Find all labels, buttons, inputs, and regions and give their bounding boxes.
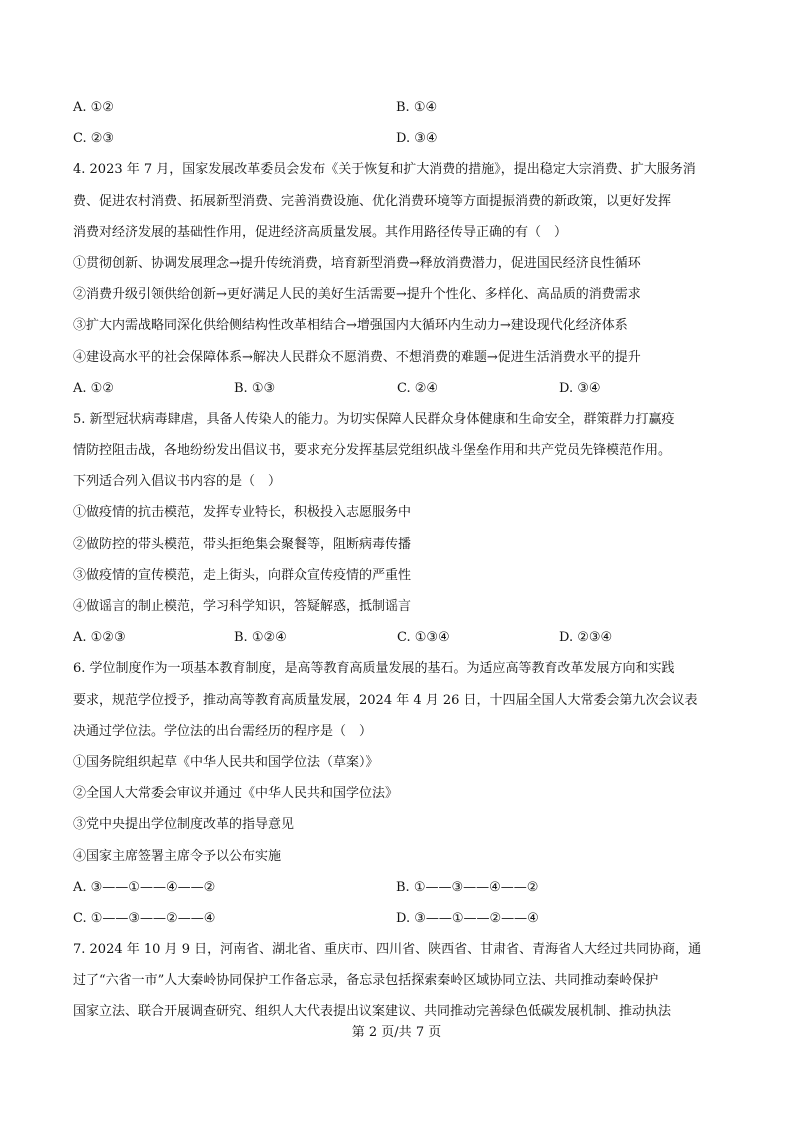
q6-statement-1: ①国务院组织起草《中华人民共和国学位法（草案）》 xyxy=(73,754,379,770)
q4-options xyxy=(73,373,723,404)
q6-options-row-2 xyxy=(73,903,723,934)
q5-statement-2: ②做防控的带头模范，带头拒绝集会聚餐等，阻断病毒传播 xyxy=(73,536,412,552)
q6-statement-2: ②全国人大常委会审议并通过《中华人民共和国学位法》 xyxy=(73,786,399,802)
q6-stem-line-2: 要求，规范学位授予，推动高等教育高质量发展，2024 年 4 月 26 日，十四届全国人大常委会第九次会议表 xyxy=(73,692,698,708)
q4-option-d: D. ③④ xyxy=(559,380,601,396)
q5-statement-1: ①做疫情的抗击模范，发挥专业特长，积极投入志愿服务中 xyxy=(73,505,412,521)
q5-options xyxy=(73,622,723,653)
q4-stem-line-2: 费、促进农村消费、拓展新型消费、完善消费设施、优化消费环境等方面提振消费的新政策，以更好发挥 xyxy=(73,193,672,209)
q6-statement-4: ④国家主席签署主席令予以公布实施 xyxy=(73,848,282,864)
q6-option-b: B. ①——③——④——② xyxy=(396,879,539,895)
q3-option-d: D. ③④ xyxy=(396,131,438,147)
q5-stem-line-2: 情防控阻击战，各地纷纷发出倡议书，要求充分发挥基层党组织战斗堡垒作用和共产党员先锋模范作用。 xyxy=(73,443,672,459)
document-body xyxy=(73,92,723,1028)
q6-stem-line-1: 6. 学位制度作为一项基本教育制度，是高等教育高质量发展的基石。为适应高等教育改革发展方向和实践 xyxy=(73,661,675,677)
q4-option-c: C. ②④ xyxy=(397,380,439,396)
q5-option-d: D. ②③④ xyxy=(559,630,613,646)
q6-stem-line-3: 决通过学位法。学位法的出台需经历的程序是（ ） xyxy=(73,723,373,739)
q5-stem-line-1: 5. 新型冠状病毒肆虐，具备人传染人的能力。为切实保障人民群众身体健康和生命安全，群策群力打赢疫 xyxy=(73,411,675,427)
q5-option-b: B. ①②④ xyxy=(234,630,287,646)
page-number-footer: 第 2 页/共 7 页 xyxy=(351,1025,442,1040)
q5-stem-line-3: 下列适合列入倡议书内容的是（ ） xyxy=(73,474,282,490)
q4-statement-2: ②消费升级引领供给创新→更好满足人民的美好生活需要→提升个性化、多样化、高品质的消费需求 xyxy=(73,287,641,303)
q3-option-b: B. ①④ xyxy=(396,100,438,115)
q4-stem-line-3: 消费对经济发展的基础性作用，促进经济高质量发展。其作用路径传导正确的有（ ） xyxy=(73,224,568,240)
q4-statement-4: ④建设高水平的社会保障体系→解决人民群众不愿消费、不想消费的难题→促进生活消费水平的提升 xyxy=(73,349,641,365)
q3-option-c: C. ②③ xyxy=(73,131,115,147)
q6-options-row-1 xyxy=(73,872,723,903)
q4-statement-3: ③扩大内需战略同深化供给侧结构性改革相结合→增强国内大循环内生动力→建设现代化经济体系 xyxy=(73,318,628,334)
q6-statement-3: ③党中央提出学位制度改革的指导意见 xyxy=(73,817,295,833)
q3-options-row-2 xyxy=(73,123,723,154)
q3-options-row-1 xyxy=(73,92,723,123)
q5-statement-3: ③做疫情的宣传模范，走上街头，向群众宣传疫情的严重性 xyxy=(73,567,412,583)
q7-stem-line-3: 国家立法、联合开展调查研究、组织人大代表提出议案建议、共同推动完善绿色低碳发展机制、推动执法 xyxy=(73,1004,672,1020)
q6-option-c: C. ①——③——②——④ xyxy=(73,910,216,926)
q5-option-a: A. ①②③ xyxy=(73,630,126,646)
q3-option-a: A. ①② xyxy=(73,100,114,115)
q7-stem-line-2: 过了“六省一市”人大秦岭协同保护工作备忘录，备忘录包括探索秦岭区域协同立法、共同推动秦岭保护 xyxy=(73,973,659,989)
q7-stem-line-1: 7. 2024 年 10 月 9 日，河南省、湖北省、重庆市、四川省、陕西省、甘肃省、青海省人大经过共同协商，通 xyxy=(73,942,702,958)
q5-option-c: C. ①③④ xyxy=(397,630,450,646)
q5-statement-4: ④做谣言的制止模范，学习科学知识，答疑解惑，抵制谣言 xyxy=(73,599,412,614)
q4-option-a: A. ①② xyxy=(73,380,114,396)
q4-statement-1: ①贯彻创新、协调发展理念→提升传统消费，培育新型消费→释放消费潜力，促进国民经济良性循环 xyxy=(73,255,641,271)
q6-option-d: D. ③——①——②——④ xyxy=(396,910,539,926)
q6-option-a: A. ③——①——④——② xyxy=(73,879,216,895)
q4-option-b: B. ①③ xyxy=(234,380,276,396)
q4-stem-line-1: 4. 2023 年 7 月，国家发展改革委员会发布《关于恢复和扩大消费的措施》，提出稳定大宗消费、扩大服务消 xyxy=(73,162,696,178)
